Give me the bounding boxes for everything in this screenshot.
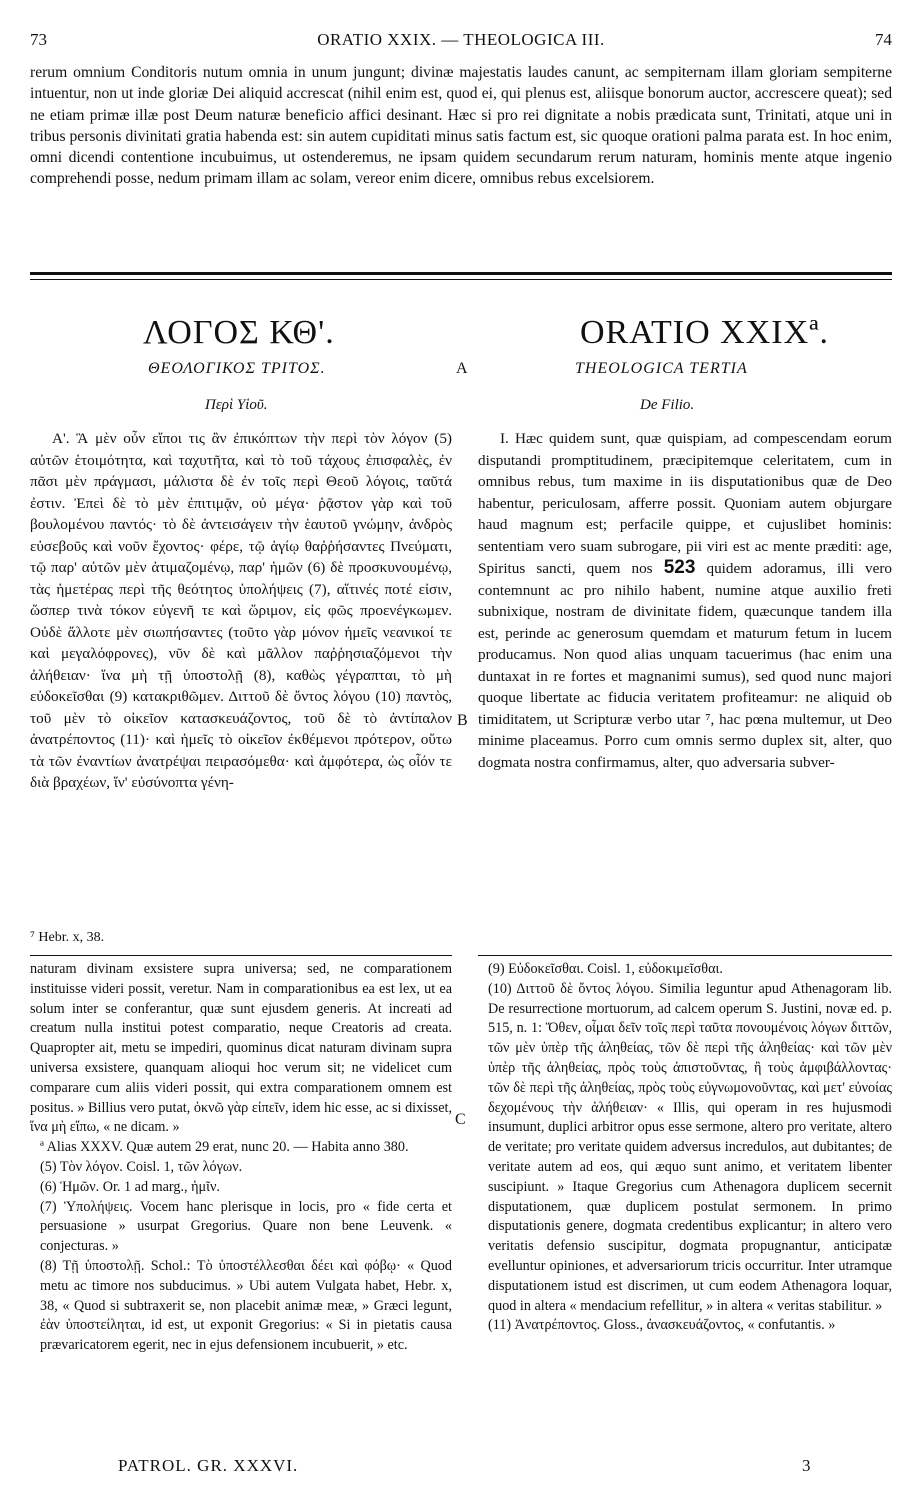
notes-right bbox=[478, 960, 892, 1336]
footer-volume: PATROL. GR. XXXVI. bbox=[118, 1456, 299, 1475]
greek-column bbox=[30, 428, 452, 794]
latin-column bbox=[478, 428, 892, 773]
intro-paragraph: rerum omnium Conditoris nutum omnia in unum jungunt; divinæ majestatis laudes canunt, ac sempiternam illam gloriam sempiterne intuentur, non ut inde gloriæ Dei aliquid accrescat (nihil enim est, quod ei, qui plenus est, aliisque bonorum auctor, accrescere queat); sed ne etiam primæ illæ post Deum naturæ beneficio affici desinant. Hæc si pro rei dignitate a nobis prædicata sunt, Trinitati, atque uni in tribus personis divinitati gratia habenda est: sin autem cupiditati minus satis factum est, sic quoque orationi palma parata est. In hoc enim, omni dicendi contentione incubuimus, ut ostenderemus, ne ipsam quidem secundarum rerum naturam, hominis mente atque ingenio comprehendi posse, nedum primam illam ac solam, vereor enim dicere, omnibus rebus excelsiorem. bbox=[30, 64, 892, 188]
greek-body: Α'. Ἃ μὲν οὖν εἴποι τις ἂν ἐπικόπτων τὴν περὶ τὸν λόγον (5) αὐτῶν ἑτοιμότητα, καὶ ταχυτῆτα, καὶ τὸ τοῦ τάχους ἐπισφαλὲς, ἐν πᾶσι μὲν πράγμασι, μάλιστα δὲ ἐν τοῖς περὶ Θεοῦ λόγοις, ταῦτά ἐστιν. Ἐπεὶ δὲ τὸ μὲν ἐπιτιμᾷν, οὐ μέγα· ῥᾷστον γὰρ καὶ τοῦ βουλομένου παντός· τὸ δὲ ἀντεισάγειν τὴν ἑαυτοῦ γνώμην, ἀνδρὸς εὐσεβοῦς καὶ νοῦν ἔχοντος· φέρε, τῷ ἁγίῳ θαῤῥήσαντες Πνεύματι, τῷ παρ' αὐτῶν μὲν ἀτιμαζομένῳ, παρ' ἡμῶν (6) δὲ προσκυνουμένῳ, τὰς ἡμετέρας περὶ τῆς θεότητος ὑπολήψεις (7), αἵτινές ποτέ εἰσιν, ὥσπερ τινὰ τόκον εὐγενῆ τε καὶ ὥριμον, εἰς φῶς προενέγκωμεν. Οὐδὲ ἄλλοτε μὲν σιωπήσαντες (τοῦτο γὰρ μόνον ἡμεῖς νεανικοί τε καὶ μεγαλόφρονες), νῦν δὲ καὶ μᾶλλον παῤῥησιαζόμενοι τὴν ἀλήθειαν· ἵνα μὴ τῇ ὑποστολῇ (8), καθὼς γέγραπται, τὸ μὴ εὐδοκεῖσθαι (9) κατακριθῶμεν. Διττοῦ δὲ ὄντος λόγου (10) παντὸς, τοῦ μὲν τὸ οἰκεῖον κατασκευάζοντος, τοῦ δὲ τὸ ἀντίπαλον ἀνατρέποντος (11)· καὶ ἡμεῖς τὸ οἰκεῖον ἐκθέμενοι πρότερον, οὕτω τὰ τῶν ἐναντίων ἀνατρέψαι πειρασόμεθα· καὶ ἀμφότερα, ὡς οἷόν τε διὰ βραχέων, ἵν' εὐσύνοπτα γένη- bbox=[30, 430, 452, 791]
notes-left bbox=[30, 960, 452, 1356]
latin-subtitle: THEOLOGICA TERTIA bbox=[575, 360, 748, 377]
divider-thick bbox=[30, 272, 892, 275]
note-10: (10) Διττοῦ δὲ ὄντος λόγου. Similia leguntur apud Athenagoram lib. De resurrectione mortuorum, ad calcem operum S. Justini, novæ ed. p. 515, n. 1: Ὅθεν, οἶμαι δεῖν τοῖς περὶ ταῦτα πονουμένοις λόγων διττῶν, τῶν μὲν ὑπὲρ τῆς ἀληθείας, τῶν δὲ περὶ τῆς ἀληθείας· καὶ τῶν μὲν ὑπὲρ τῆς ἀληθείας, πρὸς τοὺς ἀπιστοῦντας, ἢ τοὺς ἀμφιβάλλοντας· τῶν δὲ περὶ τῆς ἀληθείας, πρὸς τοὺς εὐγνωμονοῦντας, καὶ μετ' εὐνοίας δεχομένους τὴν ἀλήθειαν· « Illis, qui operam in res hujusmodi insumunt, duplici arbitror opus esse sermone, altero pro veritate, altero de veritate; pro veritate quidem adversus incredulos, aut dubitantes; de veritate autem ad eos, qui æquo sunt animo, et veritatem libenter suscipiunt. » Itaque Gregorius cum Athenagora duplicem secernit disputationem, quæ duplicem postulat sermonem. In primo disputationis genere, dogmata credentibus explicantur; in altero vero veritatis defensio suscipitur, dogmata propugnantur, anticipatæ evelluntur opiniones, et adversariorum tricis occurritur. Inter utramque disputationem istud est discrimen, ut cum eodem Athenagora loquar, quod in altera « mendacium refellitur, » in altera « veritas stabilitur. » bbox=[488, 980, 892, 1314]
latin-title: ORATIO XXIXª. bbox=[580, 314, 830, 351]
greek-subheading: Περὶ Υἱοῦ. bbox=[205, 397, 268, 413]
latin-body bbox=[478, 428, 892, 773]
note-continuation: naturam divinam exsistere supra universa; sed, ne comparationem instituisse videri possit, veretur. Nam in comparationibus ea est lex, ut ea solum inter se conferantur, quæ sunt ejusdem generis. At increati ad creatum nulla institui potest comparatio, neque Creatoris ad creata. Quapropter ait, metu se impediri, quominus dicat naturam divinam supra universa exsistere, quanquam alioqui hoc verum sit; ne videlicet cum comparare cum aliis videri possit, qui extra comparationem omnem est positus. » Billius vero putat, ὀκνῶ γὰρ εἰπεῖν, idem hic esse, ac si dixisset, ἵνα μὴ εἴπω, « ne dicam. » bbox=[30, 961, 452, 1136]
note-5: (5) Τὸν λόγον. Coisl. 1, τῶν λόγων. bbox=[40, 1158, 243, 1175]
column-number: 523 bbox=[663, 557, 696, 578]
page-number-left: 73 bbox=[30, 30, 47, 49]
greek-title: ΛΟΓΟΣ ΚΘ'. bbox=[143, 314, 335, 351]
note-6: (6) Ἡμῶν. Or. 1 ad marg., ἡμῖν. bbox=[40, 1178, 220, 1195]
footnote-separator-left bbox=[30, 955, 452, 956]
greek-subtitle: ΘΕΟΛΟΓΙΚΟΣ ΤΡΙΤΟΣ. bbox=[148, 360, 326, 377]
latin-body-part1: I. Hæc quidem sunt, quæ quispiam, ad compescendam eorum disputandi promptitudinem, præcipitemque celeritatem, cum in omnibus rebus, tum maxime in iis disputationibus quæ de Deo habentur, periculosam, afferre possit. Quoniam autem objurgare haud magnum est; perfacile quippe, et cujuslibet hominis: sententiam vero suam subrogare, pii viri est ac mente præditi: age, Spiritus sancti, quem nos bbox=[478, 430, 892, 577]
margin-marker-c: C bbox=[455, 1111, 466, 1128]
note-9: (9) Εὐδοκεῖσθαι. Coisl. 1, εὐδοκιμεῖσθαι. bbox=[488, 961, 723, 977]
running-header bbox=[30, 30, 892, 54]
divider-thin bbox=[30, 279, 892, 280]
note-11: (11) Ἀνατρέποντος. Gloss., ἀνασκευάζοντος, « confutantis. » bbox=[488, 1317, 836, 1334]
note-7: (7) Ὑπολήψεις. Vocem hanc plerisque in locis, pro « fide certa et persuasione » usurpat Gregorius. Quare non bene Leuvenk. « conjecturas. » bbox=[40, 1198, 452, 1255]
footnote-separator-right bbox=[478, 955, 892, 956]
footer-signature: 3 bbox=[802, 1456, 812, 1475]
latin-body-part2: quidem adoramus, illi vero contemnunt ac pro nihilo habent, numine atque auxilio freti subnixique, nostram de divinitate fidem, quæcunque tandem illa est, perinde ac generosum quemdam et maturum fetum in lucem producamus. Non quod alias unquam tacuerimus (hac enim una duntaxat in re fortes et magnanimi sumus), sed quod nunc majori quoque libertate ac fiducia veritatem profiteamur: ne aliquid ob timiditatem, ut Scripturæ verbo utar ⁷, hac pœna multemur, ut Deo minime placeamus. Porro cum omnis sermo duplex sit, alter, quo dogmata nostra confirmamus, alter, quo adversaria subver- bbox=[478, 560, 893, 771]
margin-marker-a: A bbox=[456, 360, 468, 377]
page-number-right: 74 bbox=[875, 30, 892, 49]
scripture-footnote: ⁷ Hebr. x, 38. bbox=[30, 930, 105, 945]
note-8: (8) Τῇ ὑποστολῇ. Schol.: Τὸ ὑποστέλλεσθαι δέει καὶ φόβῳ· « Quod metu ac timore nos subducimus. » Ubi autem Vulgata habet, Hebr. x, 38, « Quod si subtraxerit se, non placebit animæ meæ, » Græci legunt, ἐὰν ὑποστείληται, id est, ut exponit Gregorius: « Si in pietatis causa prævaricatorem egerit, nec in ejus defensionem incubuerit, » etc. bbox=[40, 1257, 452, 1354]
running-title: ORATIO XXIX. — THEOLOGICA III. bbox=[317, 30, 605, 49]
margin-marker-b: B bbox=[457, 712, 468, 729]
latin-subheading: De Filio. bbox=[640, 397, 695, 413]
note-alias: ª Alias XXXV. Quæ autem 29 erat, nunc 20. — Habita anno 380. bbox=[40, 1139, 409, 1156]
